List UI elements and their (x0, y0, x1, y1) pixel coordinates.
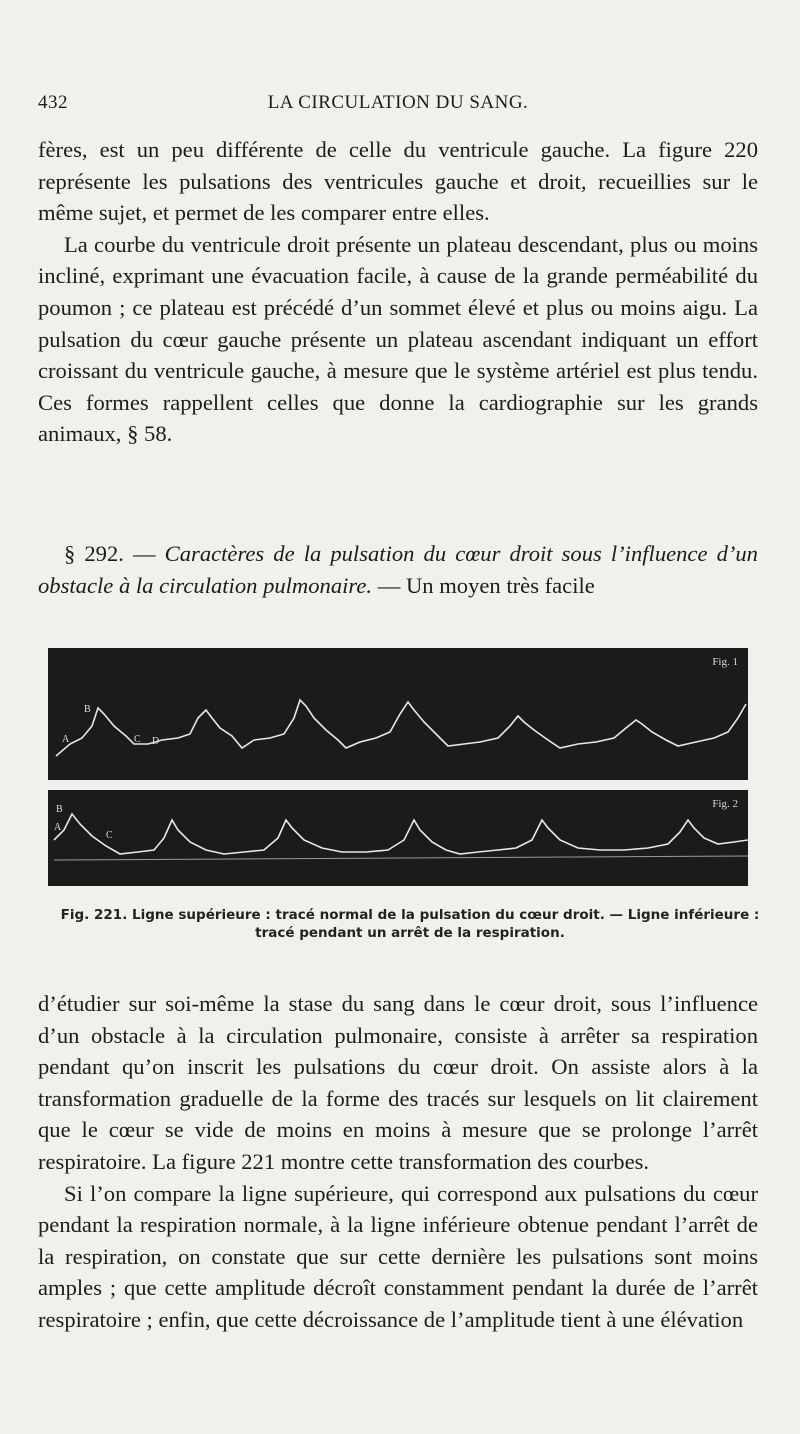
trace-strip-lower (48, 790, 748, 886)
strip-label-upper: Fig. 1 (712, 656, 738, 668)
page-number: 432 (38, 92, 68, 113)
lower-point-label-c: C (106, 830, 113, 841)
section-number: § 292. — (64, 541, 156, 566)
paragraph-continuation: fères, est un peu différente de celle du ventricule gauche. La figure 220 représente les pulsations des ventricules gauche et droit, recueillies sur le même sujet, et permet de les comparer entre elles. (38, 137, 758, 226)
trace-upper-line (56, 700, 746, 756)
figure-caption (60, 906, 760, 942)
point-label-a: A (62, 734, 70, 745)
page-header (38, 92, 758, 122)
caption-line-2: tracé pendant un arrêt de la respiration. (255, 925, 565, 941)
paragraph-method: d’étudier sur soi-même la stase du sang dans le cœur droit, sous l’influence d’un obstacle à la circulation pulmonaire, consiste à arrêter sa respiration pendant qu’on inscrit les pulsations du cœur droit. On assiste alors à la transformation graduelle de la forme des tracés sur lesquels on lit clairement que le cœur se vide de moins en moins à mesure que se prolonge l’arrêt respiratoire. La figure 221 montre cette transformation des courbes. (38, 991, 758, 1174)
point-label-b: B (84, 704, 91, 715)
point-label-d: D (152, 736, 160, 747)
strip-label-lower: Fig. 2 (712, 798, 738, 810)
caption-line-1: Fig. 221. Ligne supérieure : tracé normal de la pulsation du cœur droit. — Ligne inférieure : (60, 907, 760, 923)
lower-point-label-a: A (54, 822, 62, 833)
trace-lower-baseline (54, 856, 748, 860)
trace-lower-svg (48, 790, 748, 886)
point-label-c: C (134, 734, 141, 745)
lower-point-label-b: B (56, 804, 63, 815)
figure-221 (48, 648, 752, 886)
section-heading (38, 538, 758, 601)
trace-strip-upper (48, 648, 748, 780)
section-heading-block (38, 538, 758, 601)
section-title: Caractères de la pulsation du cœur droit sous l’influence d’un obstacle à la circulation pulmonaire. (38, 541, 758, 598)
trace-upper-svg (48, 648, 748, 780)
running-title: LA CIRCULATION DU SANG. (267, 92, 529, 113)
body-text-top (38, 134, 758, 450)
trace-lower-line (54, 814, 748, 854)
paragraph-comparison: Si l’on compare la ligne supérieure, qui correspond aux pulsations du cœur pendant la respiration normale, à la ligne inférieure obtenue pendant l’arrêt de la respiration, on constate que sur cette dernière les pulsations sont moins amples ; que cette amplitude décroît constamment pendant la durée de l’arrêt respiratoire ; enfin, que cette décroissance de l’amplitude tient à une élévation (38, 1180, 758, 1332)
paragraph-right-ventricle-curve: La courbe du ventricule droit présente un plateau descendant, plus ou moins incliné, exprimant une évacuation facile, à cause de la grande perméabilité du poumon ; ce plateau est précédé d’un sommet élevé et plus ou moins aigu. La pulsation du cœur gauche présente un plateau ascendant indiquant un effort croissant du ventricule gauche, à mesure que le système artériel est plus tendu. Ces formes rappellent celles que donne la cardiographie sur les grands animaux, § 58. (38, 231, 758, 447)
section-lead: — Un moyen très facile (377, 572, 595, 598)
body-text-bottom (38, 988, 758, 1336)
